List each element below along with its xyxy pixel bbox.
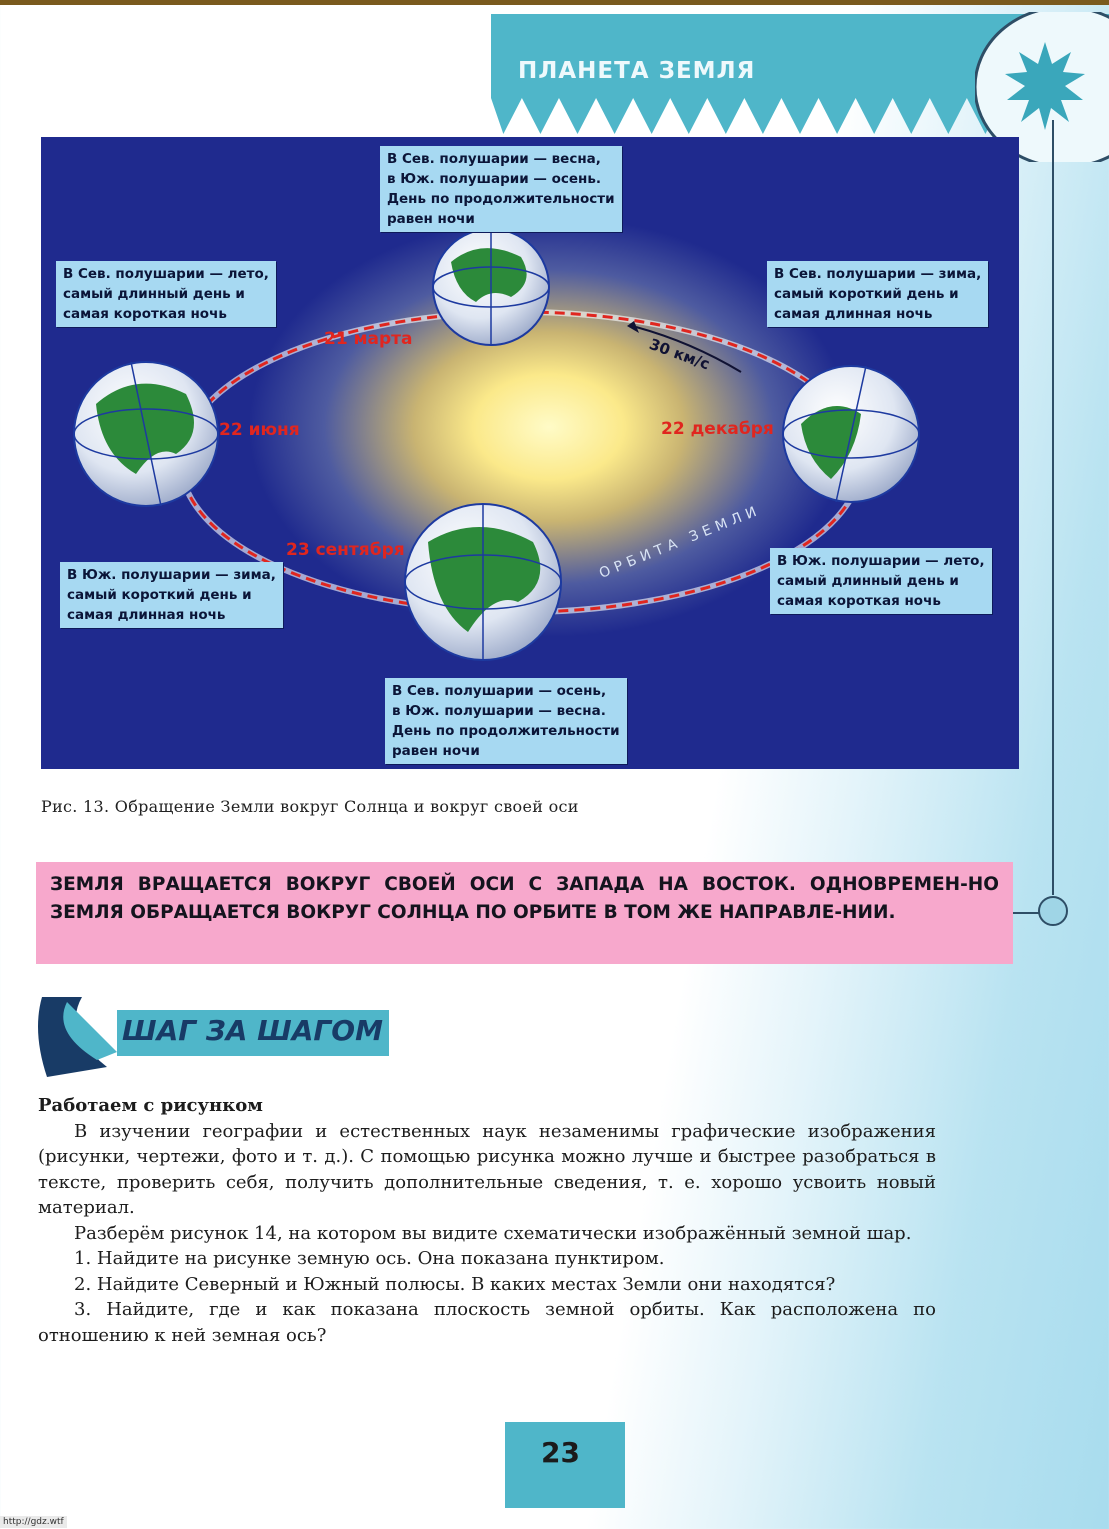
top-border-strip (0, 0, 1109, 5)
date-june: 22 июня (219, 420, 300, 440)
earth-orbit-figure (41, 137, 1019, 769)
watermark-link[interactable]: http://gdz.wtf (0, 1516, 67, 1528)
margin-circle-marker (1038, 896, 1068, 926)
globe-june (74, 362, 218, 506)
body-text (38, 1093, 936, 1348)
globe-december (783, 366, 919, 502)
label-winter-solstice: В Сев. полушарии — зима, самый короткий день и самая длинная ночь (767, 261, 988, 327)
body-paragraph: 2. Найдите Северный и Южный полюсы. В каких местах Земли они находятся? (74, 1273, 836, 1295)
date-september: 23 сентября (286, 540, 405, 560)
label-south-summer: В Юж. полушарии — лето, самый длинный день и самая короткая ночь (770, 548, 992, 614)
label-summer-solstice: В Сев. полушарии — лето, самый длинный день и самая короткая ночь (56, 261, 276, 327)
margin-line (1052, 120, 1054, 895)
step-section-title: ШАГ ЗА ШАГОМ (122, 1014, 383, 1047)
date-december: 22 декабря (661, 419, 774, 439)
label-spring-equinox: В Сев. полушарии — весна, в Юж. полушарии — осень. День по продолжительности равен ночи (380, 146, 622, 232)
body-paragraph: Разберём рисунок 14, на котором вы видите схематически изображённый земной шар. (74, 1222, 912, 1244)
date-march: 21 марта (324, 329, 413, 349)
body-paragraph: В изучении географии и естественных наук незаменимы графические изображения (рисунки, чертежи, фото и т. д.). С помощью рисунка можно лучше и быстрее разобраться в тексте, проверить себя, получить дополнительные сведения, т. е. хорошо усвоить новый материал. (38, 1120, 936, 1218)
body-heading: Работаем с рисунком (38, 1095, 263, 1116)
body-paragraph: 3. Найдите, где и как показана плоскость земной орбиты. Как расположена по отношению к ней земная ось? (38, 1299, 936, 1346)
highlight-box: ЗЕМЛЯ ВРАЩАЕТСЯ ВОКРУГ СВОЕЙ ОСИ С ЗАПАДА НА ВОСТОК. ОДНОВРЕМЕН-НО ЗЕМЛЯ ОБРАЩАЕТСЯ ВОКРУГ СОЛНЦА ПО ОРБИТЕ В ТОМ ЖЕ НАПРАВЛЕ-НИИ. (36, 862, 1013, 964)
globe-september (405, 504, 561, 660)
label-autumn-equinox: В Сев. полушарии — осень, в Юж. полушарии — весна. День по продолжительности равен ночи (385, 678, 627, 764)
globe-march (433, 229, 549, 345)
page-number: 23 (541, 1436, 580, 1469)
body-paragraph: 1. Найдите на рисунке земную ось. Она показана пунктиром. (74, 1248, 665, 1269)
orbital-speed: 30 км/с (646, 335, 713, 374)
orbit-label: ОРБИТА ЗЕМЛИ (597, 502, 764, 582)
figure-caption: Рис. 13. Обращение Земли вокруг Солнца и вокруг своей оси (41, 797, 579, 816)
section-title: ПЛАНЕТА ЗЕМЛЯ (518, 58, 756, 84)
label-south-winter: В Юж. полушарии — зима, самый короткий день и самая длинная ночь (60, 562, 283, 628)
